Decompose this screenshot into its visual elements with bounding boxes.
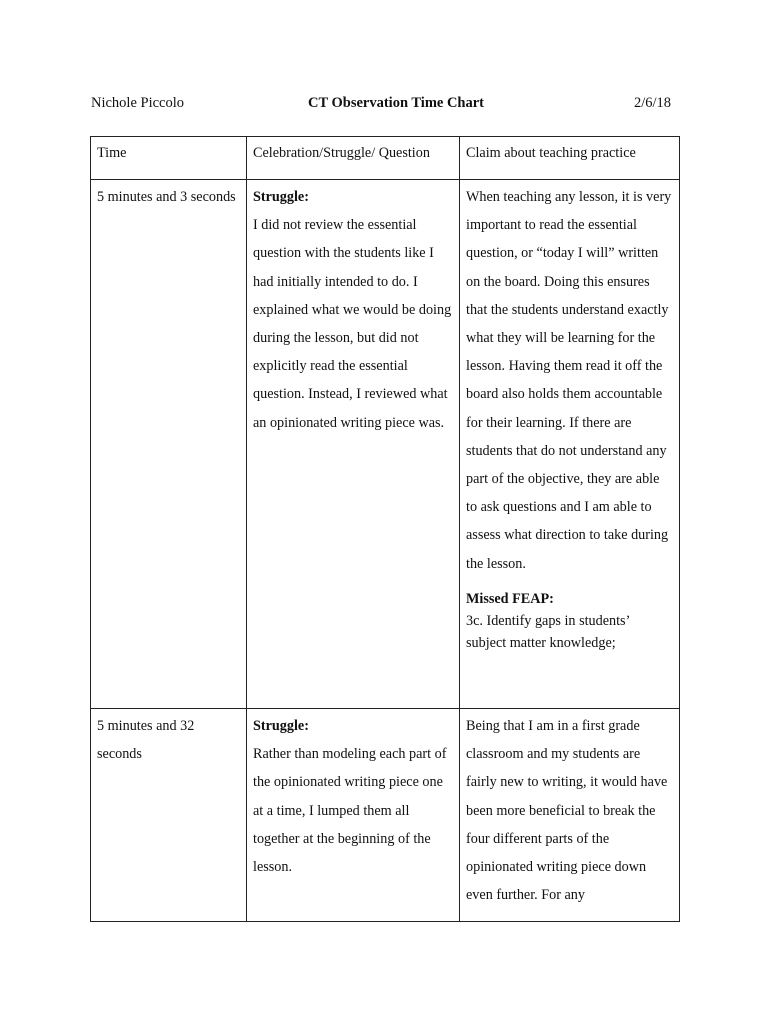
time-text: 5 minutes and 32 seconds [97, 718, 195, 763]
table-header-row [91, 137, 680, 180]
claim-text: When teaching any lesson, it is very important to read the essential question, or “today I will” written on the board. Doing this ensures that the students understand exactly what they will be learning for the lesson. Having them read it off the board also holds them accountable for their learning. If there are students that do not understand any part of the objective, they are able to ask questions and I am able to assess what direction to take during the lesson. [466, 189, 672, 572]
column-header-time: Time [91, 137, 247, 180]
claim-cell [460, 180, 680, 709]
entry-description: I did not review the essential question with the students like I had initially intended to do. I explained what we would be doing during the lesson, but did not explicitly read the essential question. Instead, I reviewed what an opinionated writing piece was. [253, 217, 452, 431]
entry-type-label: Struggle: [253, 718, 309, 734]
time-cell [91, 180, 247, 709]
claim-cell [460, 709, 680, 922]
claim-text: Being that I am in a first grade classroom and my students are fairly new to writing, it would have been more beneficial to break the four different parts of the opinionated writing piece down even further. For any [466, 718, 668, 904]
column-header-celebration-struggle-question: Celebration/Struggle/ Question [247, 137, 460, 180]
celebration-struggle-cell [247, 709, 460, 922]
time-text: 5 minutes and 3 seconds [97, 189, 236, 205]
observation-table [90, 136, 680, 922]
feap-text: 3c. Identify gaps in students’ subject matter knowledge; [466, 612, 630, 651]
table-row [91, 709, 680, 922]
entry-description: Rather than modeling each part of the opinionated writing piece one at a time, I lumped them all together at the beginning of the lesson. [253, 746, 447, 876]
celebration-struggle-cell [247, 180, 460, 709]
author-name: Nichole Piccolo [91, 95, 185, 111]
document-title: CT Observation Time Chart [307, 95, 485, 111]
entry-type-label: Struggle: [253, 189, 309, 205]
document-date: 2/6/18 [633, 95, 671, 111]
column-header-claim: Claim about teaching practice [460, 137, 680, 180]
table-row [91, 180, 680, 709]
time-cell [91, 709, 247, 922]
feap-label: Missed FEAP: [466, 590, 554, 607]
